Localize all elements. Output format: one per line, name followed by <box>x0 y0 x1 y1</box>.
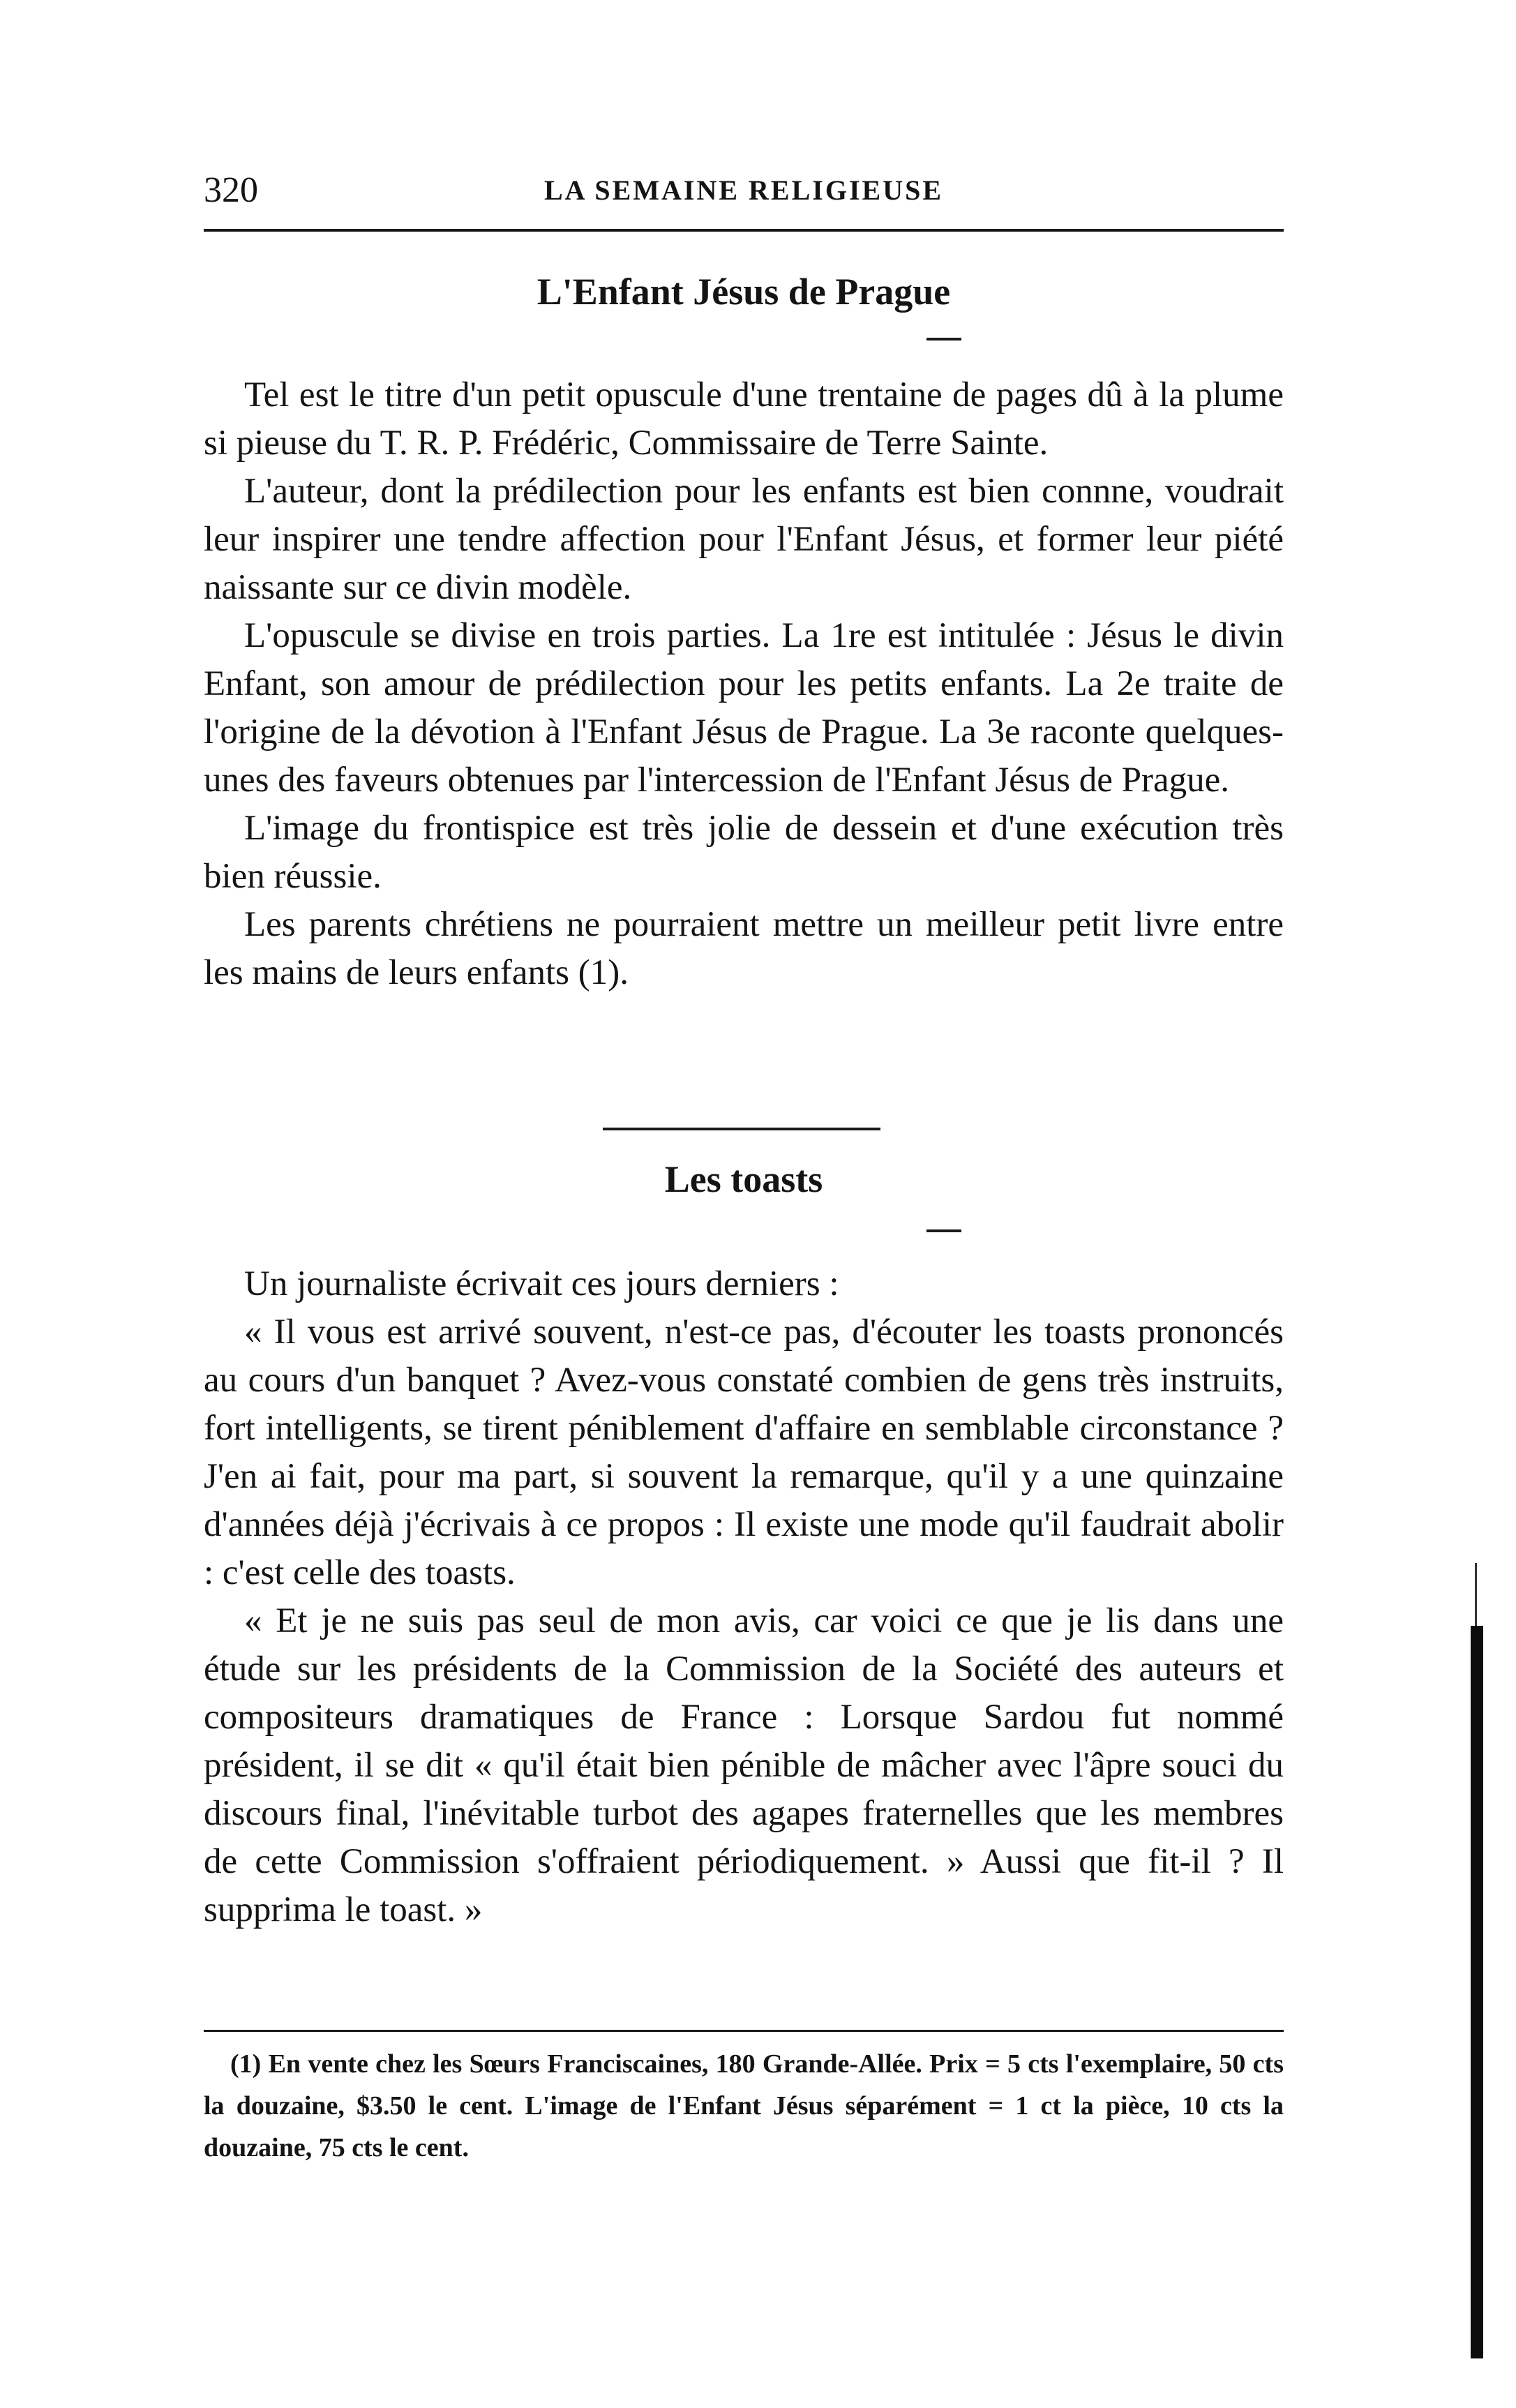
footnote-text: (1) En vente chez les Sœurs Franciscaines, 180 Grande-Allée. Prix = 5 cts l'exemplaire, 50 cts la douzaine, $3.50 le cent. L'image de l'Enfant Jésus séparément = 1 ct la pièce, 10 cts la douzaine, 75 cts le cent. <box>204 2049 1284 2162</box>
article-body-enfant-jesus <box>204 371 1284 997</box>
article-body-toasts <box>204 1260 1284 1934</box>
article-title-toasts: Les toasts <box>664 1158 823 1200</box>
footnote <box>204 2043 1284 2169</box>
paragraph: L'auteur, dont la prédilection pour les enfants est bien connne, voudrait leur inspirer une tendre affection pour l'Enfant Jésus, et former leur piété naissante sur ce divin modèle. <box>204 472 1284 607</box>
paragraph: « Et je ne suis pas seul de mon avis, car voici ce que je lis dans une étude sur les présidents de la Commission de la Société des auteurs et compositeurs dramatiques de France : Lorsque Sardou fut nommé président, il se dit « qu'il était bien pénible de mâcher avec l'âpre souci du discours final, l'inévitable turbot des agapes fraternelles que les membres de cette Commission s'offraient périodiquement. » Aussi que fit-il ? Il supprima le toast. » <box>204 1601 1284 1929</box>
article-title-enfant-jesus: L'Enfant Jésus de Prague <box>536 271 951 313</box>
footnote-rule <box>204 2030 1284 2032</box>
scan-edge-bar <box>1471 1626 1483 2358</box>
paragraph: Un journaliste écrivait ces jours derniers : <box>244 1264 839 1303</box>
title-dash <box>926 338 961 341</box>
header-rule <box>204 229 1284 232</box>
paragraph: L'opuscule se divise en trois parties. La 1re est intitulée : Jésus le divin Enfant, son amour de prédilection pour les petits enfants. La 2e traite de l'origine de la dévotion à l'Enfant Jésus de Prague. La 3e raconte quelques-unes des faveurs obtenues par l'intercession de l'Enfant Jésus de Prague. <box>204 616 1284 800</box>
paragraph: « Il vous est arrivé souvent, n'est-ce pas, d'écouter les toasts prononcés au cours d'un banquet ? Avez-vous constaté combien de gens très instruits, fort intelligents, se tirent péniblement d'affaire en semblable circonstance ? J'en ai fait, pour ma part, si souvent la remarque, qu'il y a une quinzaine d'années déjà j'écrivais à ce propos : Il existe une mode qu'il faudrait abolir : c'est celle des toasts. <box>204 1313 1284 1592</box>
paragraph: Tel est le titre d'un petit opuscule d'une trentaine de pages dû à la plume si pieuse du T. R. P. Frédéric, Commissaire de Terre Sainte. <box>204 375 1284 463</box>
scan-edge-mark <box>1475 1563 1477 1633</box>
section-separator <box>603 1128 880 1130</box>
journal-title: LA SEMAINE RELIGIEUSE <box>543 174 944 206</box>
page-number: 320 <box>204 170 258 210</box>
document-page <box>204 0 1284 2408</box>
title-dash <box>926 1229 961 1232</box>
paragraph: L'image du frontispice est très jolie de dessein et d'une exécution très bien réussie. <box>204 809 1284 896</box>
paragraph: Les parents chrétiens ne pourraient mettre un meilleur petit livre entre les mains de leurs enfants (1). <box>204 905 1284 992</box>
running-head <box>204 166 1284 215</box>
